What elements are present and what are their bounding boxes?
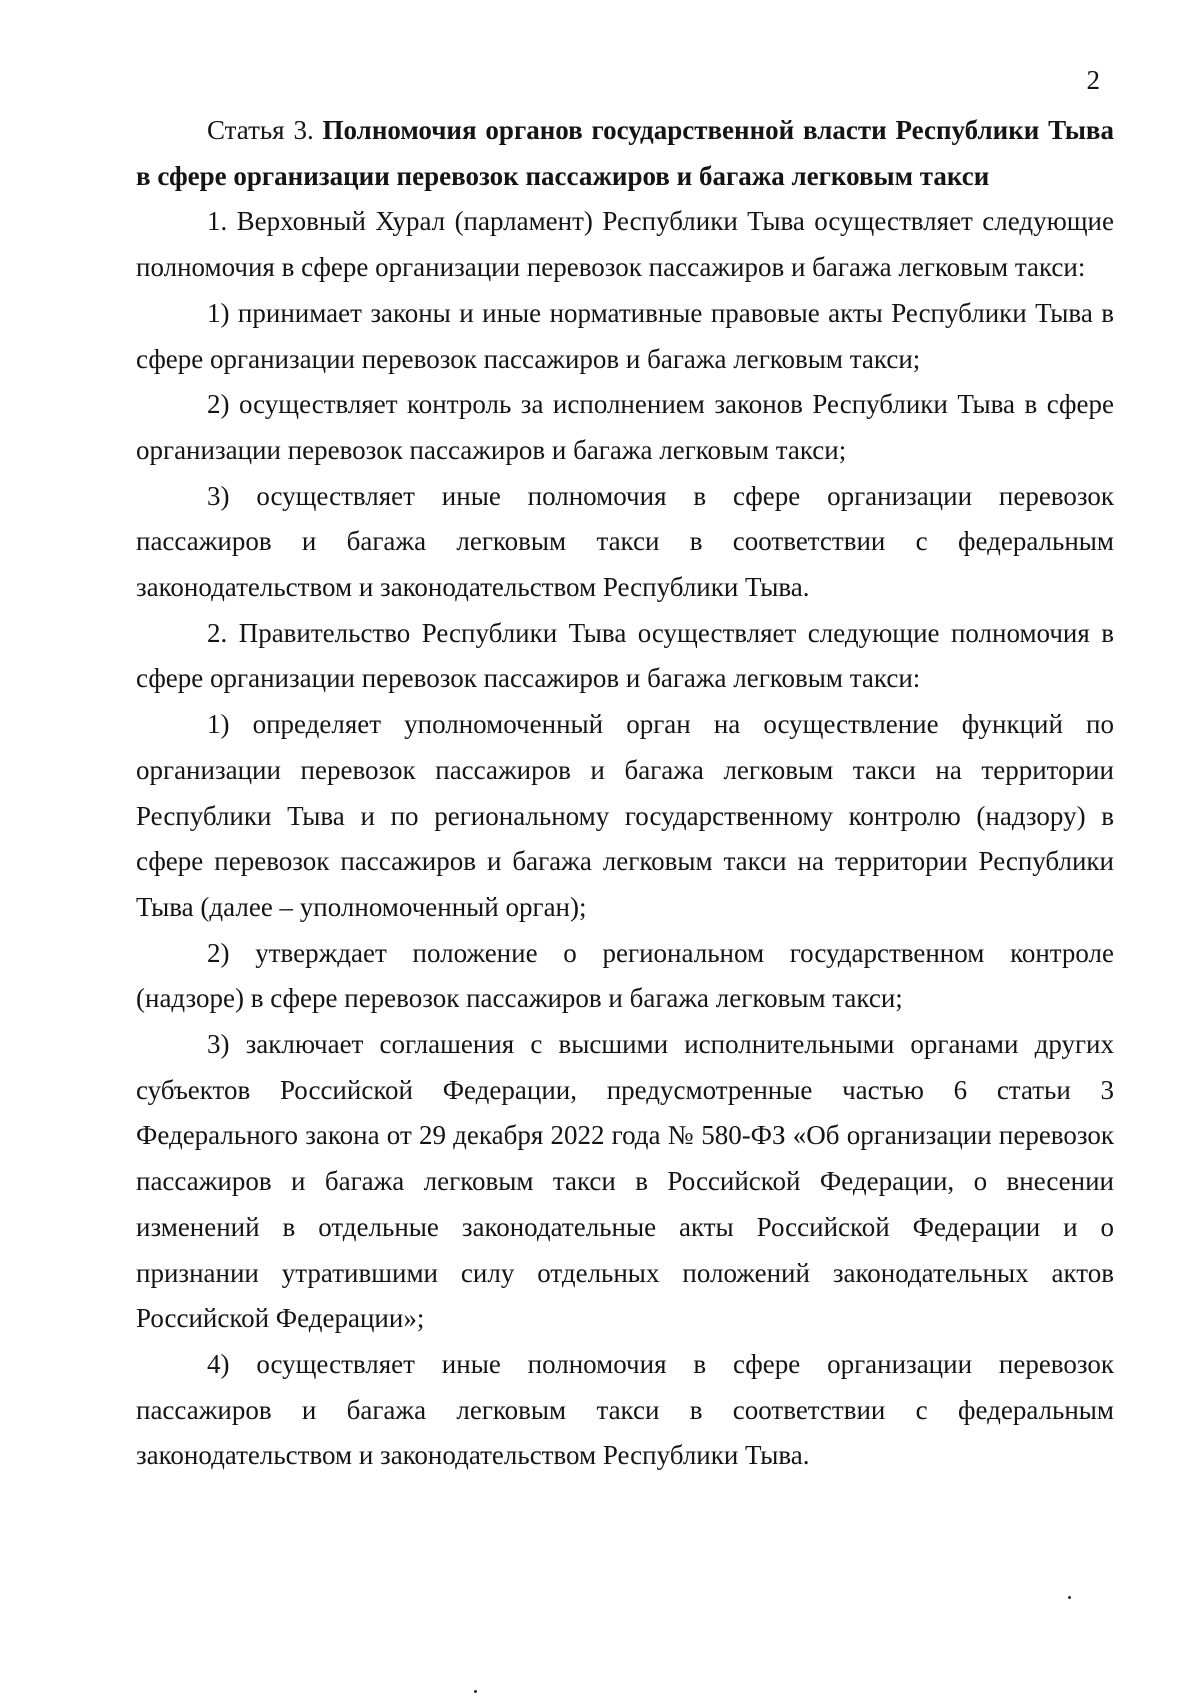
article-heading — [136, 108, 1114, 199]
section-1-item-3: 3) осуществляет иные полномочия в сфере организации перевозок пассажиров и багажа легковым такси в соответствии с федеральным законодательством и законодательством Республики Тыва. — [136, 480, 1114, 603]
section-1-item-1: 1) принимает законы и иные нормативные правовые акты Республики Тыва в сфере организации перевозок пассажиров и багажа легковым такси; — [136, 297, 1114, 374]
section-2-item-1: 1) определяет уполномоченный орган на осуществление функций по организации перевозок пассажиров и багажа легковым такси на территории Республики Тыва и по региональному государственному контролю (надзору) в сфере перевозок пассажиров и багажа легковым такси на территории Республики Тыва (далее – уполномоченный орган); — [136, 709, 1114, 922]
section-2-item-3: 3) заключает соглашения с высшими исполнительными органами других субъектов Российской Федерации, предусмотренные частью 6 статьи 3 Федерального закона от 29 декабря 2022 года № 580-ФЗ «Об организации перевозок пассажиров и багажа легковым такси в Российской Федерации, о внесении изменений в отдельные законодательные акты Российской Федерации и о признании утратившими силу отдельных положений законодательных актов Российской Федерации»; — [136, 1029, 1114, 1334]
section-2-item-4: 4) осуществляет иные полномочия в сфере организации перевозок пассажиров и багажа легковым такси в соответствии с федеральным законодательством и законодательством Республики Тыва. — [136, 1348, 1114, 1471]
section-2-intro: 2. Правительство Республики Тыва осуществляет следующие полномочия в сфере организации перевозок пассажиров и багажа легковым такси: — [136, 617, 1114, 694]
section-2-item-2: 2) утверждает положение о региональном государственном контроле (надзоре) в сфере перевозок пассажиров и багажа легковым такси; — [136, 937, 1114, 1014]
scan-speck — [1068, 1596, 1071, 1599]
article-prefix: Статья 3. — [207, 115, 323, 145]
section-1-intro: 1. Верховный Хурал (парламент) Республики Тыва осуществляет следующие полномочия в сфере организации перевозок пассажиров и багажа легковым такси: — [136, 206, 1114, 283]
article-title: Полномочия органов государственной власти Республики Тыва в сфере организации перевозок пассажиров и багажа легковым такси — [136, 115, 1114, 191]
page-number: 2 — [1086, 65, 1100, 95]
section-1-item-2: 2) осуществляет контроль за исполнением законов Республики Тыва в сфере организации перевозок пассажиров и багажа легковым такси; — [136, 389, 1114, 465]
document-body — [136, 108, 1114, 1479]
scan-speck — [474, 1690, 477, 1693]
